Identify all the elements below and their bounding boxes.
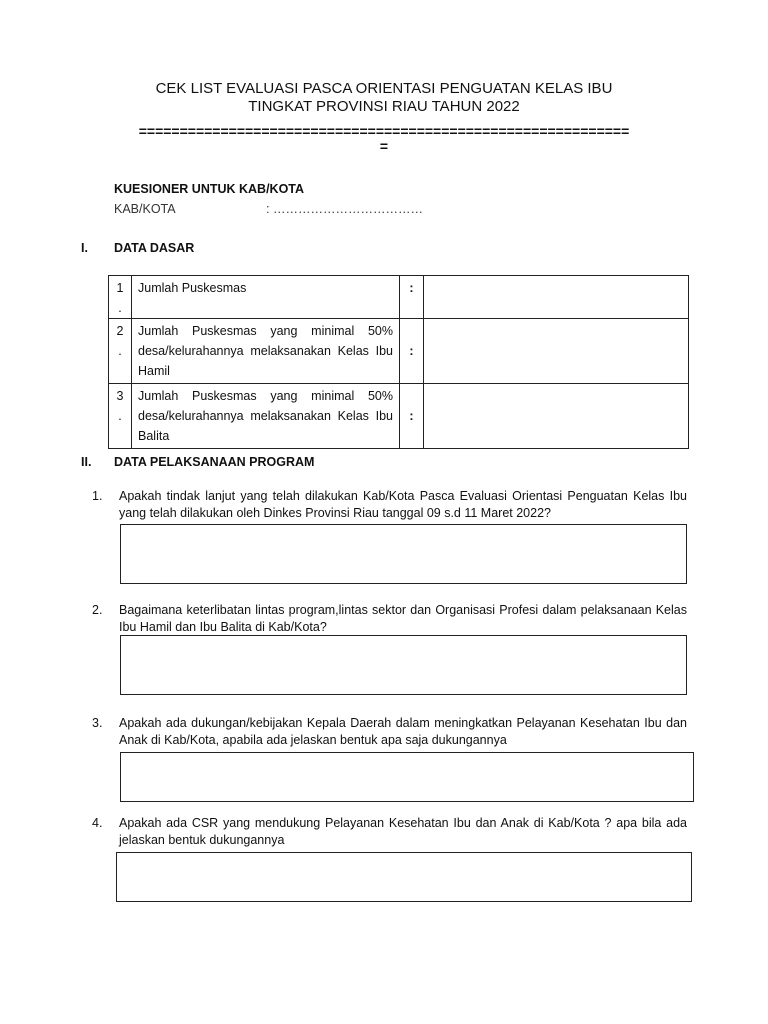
question-4	[92, 815, 687, 849]
section-2-number: II.	[81, 455, 92, 469]
row-colon: :	[400, 319, 424, 384]
row-colon: :	[400, 384, 424, 449]
row-label: Jumlah Puskesmas yang minimal 50% desa/kelurahannya melaksanakan Kelas Ibu Balita	[132, 384, 400, 449]
answer-box-2[interactable]	[120, 635, 687, 695]
kabkota-field-value[interactable]: : ………………………………	[266, 202, 423, 216]
row-value-cell[interactable]	[424, 276, 689, 319]
question-number: 1.	[92, 489, 103, 503]
question-text: Apakah ada dukungan/kebijakan Kepala Daerah dalam meningkatkan Pelayanan Kesehatan Ibu dan Anak di Kab/Kota, apabila ada jelaskan bentuk apa saja dukungannya	[119, 716, 687, 747]
section-1-heading: DATA DASAR	[114, 241, 195, 255]
question-text: Apakah ada CSR yang mendukung Pelayanan Kesehatan Ibu dan Anak di Kab/Kota ? apa bila ada jelaskan bentuk dukungannya	[119, 816, 687, 847]
row-number: 3 .	[109, 384, 132, 449]
row-colon: :	[400, 276, 424, 319]
kuesioner-heading: KUESIONER UNTUK KAB/KOTA	[114, 182, 305, 196]
section-2-heading: DATA PELAKSANAAN PROGRAM	[114, 455, 315, 469]
row-number: 1 .	[109, 276, 132, 319]
answer-box-3[interactable]	[120, 752, 694, 802]
table-row	[109, 384, 689, 449]
question-text: Apakah tindak lanjut yang telah dilakukan Kab/Kota Pasca Evaluasi Orientasi Penguatan Kelas Ibu yang telah dilakukan oleh Dinkes Provinsi Riau tanggal 09 s.d 11 Maret 2022?	[119, 489, 687, 520]
document-title-line-1: CEK LIST EVALUASI PASCA ORIENTASI PENGUATAN KELAS IBU	[155, 80, 613, 97]
row-label: Jumlah Puskesmas yang minimal 50% desa/kelurahannya melaksanakan Kelas Ibu Hamil	[132, 319, 400, 384]
question-number: 3.	[92, 716, 103, 730]
title-rule-line-1: ============================================================	[138, 123, 630, 139]
question-number: 4.	[92, 816, 103, 830]
kabkota-field-label: KAB/KOTA	[114, 202, 176, 216]
question-text: Bagaimana keterlibatan lintas program,lintas sektor dan Organisasi Profesi dalam pelaksanaan Kelas Ibu Hamil dan Ibu Balita di Kab/Kota?	[119, 603, 687, 634]
row-value-cell[interactable]	[424, 384, 689, 449]
row-value-cell[interactable]	[424, 319, 689, 384]
section-1-number: I.	[81, 241, 88, 255]
data-dasar-table	[108, 275, 689, 449]
title-rule-line-2: =	[379, 138, 389, 154]
row-label: Jumlah Puskesmas	[132, 276, 400, 319]
question-1	[92, 488, 687, 522]
table-row	[109, 319, 689, 384]
question-number: 2.	[92, 603, 103, 617]
answer-box-4[interactable]	[116, 852, 692, 902]
answer-box-1[interactable]	[120, 524, 687, 584]
question-3	[92, 715, 687, 749]
table-row	[109, 276, 689, 319]
document-title-line-2: TINGKAT PROVINSI RIAU TAHUN 2022	[248, 98, 520, 115]
row-number: 2 .	[109, 319, 132, 384]
question-2	[92, 602, 687, 636]
